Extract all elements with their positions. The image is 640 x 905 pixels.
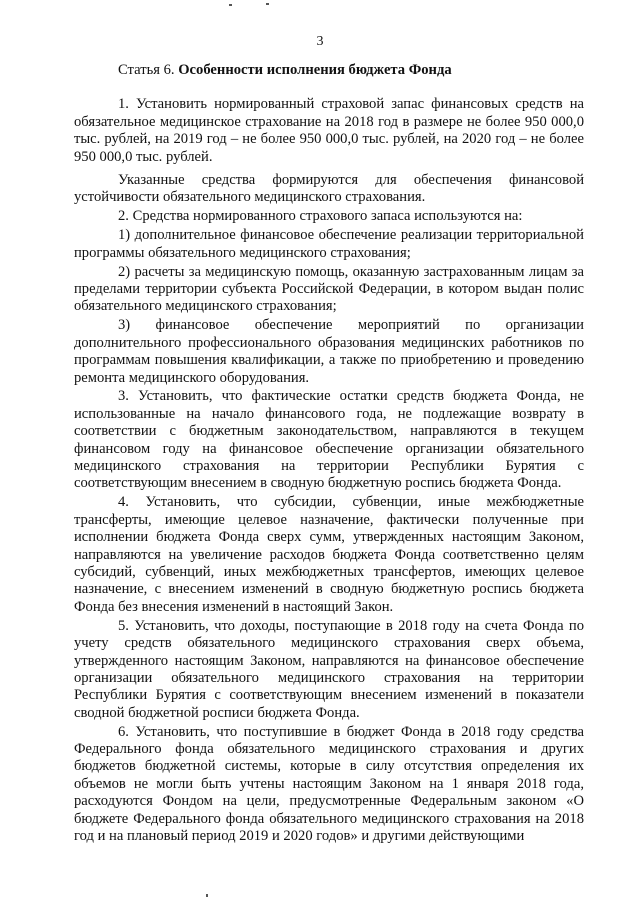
- scan-speck: [229, 4, 232, 6]
- scan-speck: [266, 3, 269, 5]
- article-title: Особенности исполнения бюджета Фонда: [178, 62, 452, 78]
- document-body: [74, 62, 584, 845]
- paragraph: 5. Установить, что доходы, поступающие в 2018 году на счета Фонда по учету средств обязательного медицинского страхования сверх объема, утвержденного настоящим Законом, направляются на финансовое обеспечение организации обязательного медицинского страхования на территории Республики Бурятия с соответствующим внесением изменений в показатели сводной бюджетной росписи бюджета Фонда.: [74, 617, 584, 721]
- article-label: Статья 6.: [118, 62, 175, 78]
- paragraph: Указанные средства формируются для обеспечения финансовой устойчивости обязательного медицинского страхования.: [74, 172, 584, 206]
- scan-speck: [206, 894, 208, 897]
- paragraph: 3. Установить, что фактические остатки средств бюджета Фонда, не использованные на начало финансового года, не подлежащие возврату в соответствии с бюджетным законодательством, направляются в текущем финансовом году на финансовое обеспечение организации обязательного медицинского страхования на территории Республики Бурятия с соответствующим внесением в сводную бюджетную роспись бюджета Фонда.: [74, 388, 584, 492]
- paragraph: 1. Установить нормированный страховой запас финансовых средств на обязательное медицинское страхование на 2018 год в размере не более 950 000,0 тыс. рублей, на 2019 год – не более 950 000,0 тыс. рублей, на 2020 год – не более 950 000,0 тыс. рублей.: [74, 96, 584, 165]
- paragraph: 4. Установить, что субсидии, субвенции, иные межбюджетные трансферты, имеющие целевое назначение, фактически полученные при исполнении бюджета Фонда сверх сумм, утвержденных настоящим Законом, направляются на увеличение расходов бюджета Фонда соответственно целям субсидий, субвенций, иных межбюджетных трансфертов, имеющих целевое назначение, с внесением изменений в сводную бюджетную роспись бюджета Фонда без внесения изменений в настоящий Закон.: [74, 494, 584, 615]
- paragraph: 2. Средства нормированного страхового запаса используются на:: [118, 208, 523, 225]
- page-number: 3: [316, 34, 324, 49]
- article-heading: [74, 62, 584, 79]
- paragraph: 1) дополнительное финансовое обеспечение реализации территориальной программы обязательного медицинского страхования;: [74, 227, 584, 261]
- paragraph: 6. Установить, что поступившие в бюджет Фонда в 2018 году средства Федерального фонда обязательного медицинского страхования и других бюджетов бюджетной системы, которые в силу отсутствия определения их объемов не могли быть учтены настоящим Законом на 1 января 2018 года, расходуются Фондом на цели, предусмотренные Федеральным законом «О бюджете Федерального фонда обязательного медицинского страхования на 2018 год и на плановый период 2019 и 2020 годов» и другими действующими: [74, 723, 584, 845]
- paragraph: 3) финансовое обеспечение мероприятий по организации дополнительного профессионального образования медицинских работников по программам повышения квалификации, а также по приобретению и проведению ремонта медицинского оборудования.: [74, 317, 584, 386]
- paragraph: 2) расчеты за медицинскую помощь, оказанную застрахованным лицам за пределами территории субъекта Российской Федерации, в котором выдан полис обязательного медицинского страхования;: [74, 263, 584, 315]
